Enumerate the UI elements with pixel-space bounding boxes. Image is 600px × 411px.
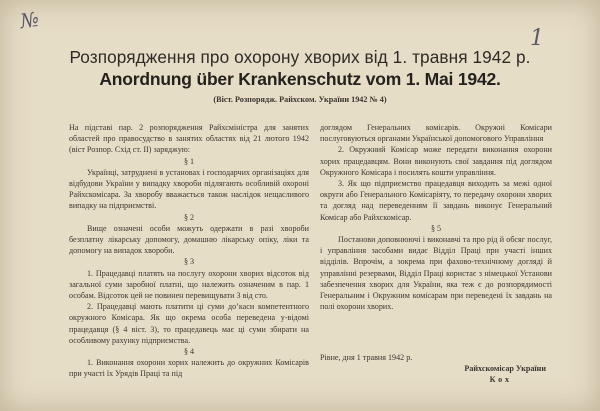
handwritten-number-mark: № bbox=[18, 6, 41, 34]
handwritten-page-mark: 1 bbox=[530, 26, 544, 51]
right-column bbox=[320, 122, 552, 312]
section-heading: § 5 bbox=[430, 223, 442, 233]
body-paragraph: Постанови доповнюючі і виконавчі та про рід й обсяг послуг, і управління засобами видає Відділ Праці при участі інших відділів. Впрочім, а зокрема при фахово-технічному догляді й управлінні резервами, Відділ Праці користає з німецької Установи забезпечення хворих для України, яка теж є до розпорядимості Генеральним і Окружним комісарам при переведені їх завдань на полі охорони хворих. bbox=[320, 235, 552, 312]
title-german: Anordnung über Krankenschutz vom 1. Mai 1942. bbox=[99, 69, 501, 89]
title-ukrainian: Розпорядження про охорону хворих від 1. травня 1942 р. bbox=[69, 47, 531, 67]
body-paragraph: 1. Працедавці платять на послугу охорони хворих відсоток від загальної суми заробної платні, що належить означеним в пар. 1 особам. Відсоток цей не повинен перевищувати 3 від сто. bbox=[69, 268, 309, 301]
signature-date: Рівне, дня 1 травня 1942 р. bbox=[320, 353, 413, 362]
section-heading: § 1 bbox=[183, 156, 195, 166]
body-paragraph: 2. Працедавці мають платити ці суми до’каси компетентного окружного Комісара. Як що окрема особа переведена у-відомі працедавця (§ 4 віст. 3), то працедавець має ці суми збирати на особливому рахунку підприємства. bbox=[69, 302, 309, 345]
left-column bbox=[69, 122, 309, 380]
source-citation: (Віст. Розпорядж. Райхском. України 1942 № 4) bbox=[213, 95, 387, 104]
body-paragraph: 3. Як що підприємство працедавця виходить за межі одної округи або Генерального Комісаріяту, то передачу охорони хворих та догляд над переведенням її завдань виконує Генеральний Комісар або Райхскомісар. bbox=[320, 179, 552, 222]
body-paragraph: 2. Окружний Комісар може передати виконання охорони хорих працедавцям. Вони виконують свої завдання під доглядом Окружного Комісара і посилять кошти управління. bbox=[320, 145, 552, 177]
body-paragraph: Вище означені особи можуть одержати в разі хвороби безплатну лікарську допомогу, домашню лікарську опіку, ліки та допомогу на випадок хвороби. bbox=[69, 223, 309, 256]
body-paragraph-continued: доглядом Генеральних комісарів. Окружні Комісари послуговуються органами Української допомогового Управління bbox=[320, 123, 552, 144]
signature-block bbox=[320, 352, 552, 386]
signature-name: Кох bbox=[489, 375, 512, 385]
section-heading: § 3 bbox=[183, 257, 195, 267]
preamble-paragraph: На підставі пар. 2 розпорядження Райхсміністра для занятих областей про правосудство в занятих областях від 21 лютого 1942 (віст Розпор. Схід ст. II) заряджую: bbox=[69, 123, 309, 155]
section-heading: § 2 bbox=[183, 212, 195, 222]
section-heading: § 4 bbox=[183, 347, 195, 357]
body-paragraph: 1. Виконання охорони хорих належить до окружних Комісарів при участі їх Урядів Праці та під bbox=[69, 358, 309, 379]
body-paragraph: Українці, затруднені в установах і господарчих організаціях для відбудови України у випадку хвороби підлягають особливій охороні Райхскомісара. За хворобу вважається також наслідок нещасливого випадку на підприємстві. bbox=[69, 167, 309, 211]
signature-authority: Райхскомісар України bbox=[464, 364, 546, 374]
